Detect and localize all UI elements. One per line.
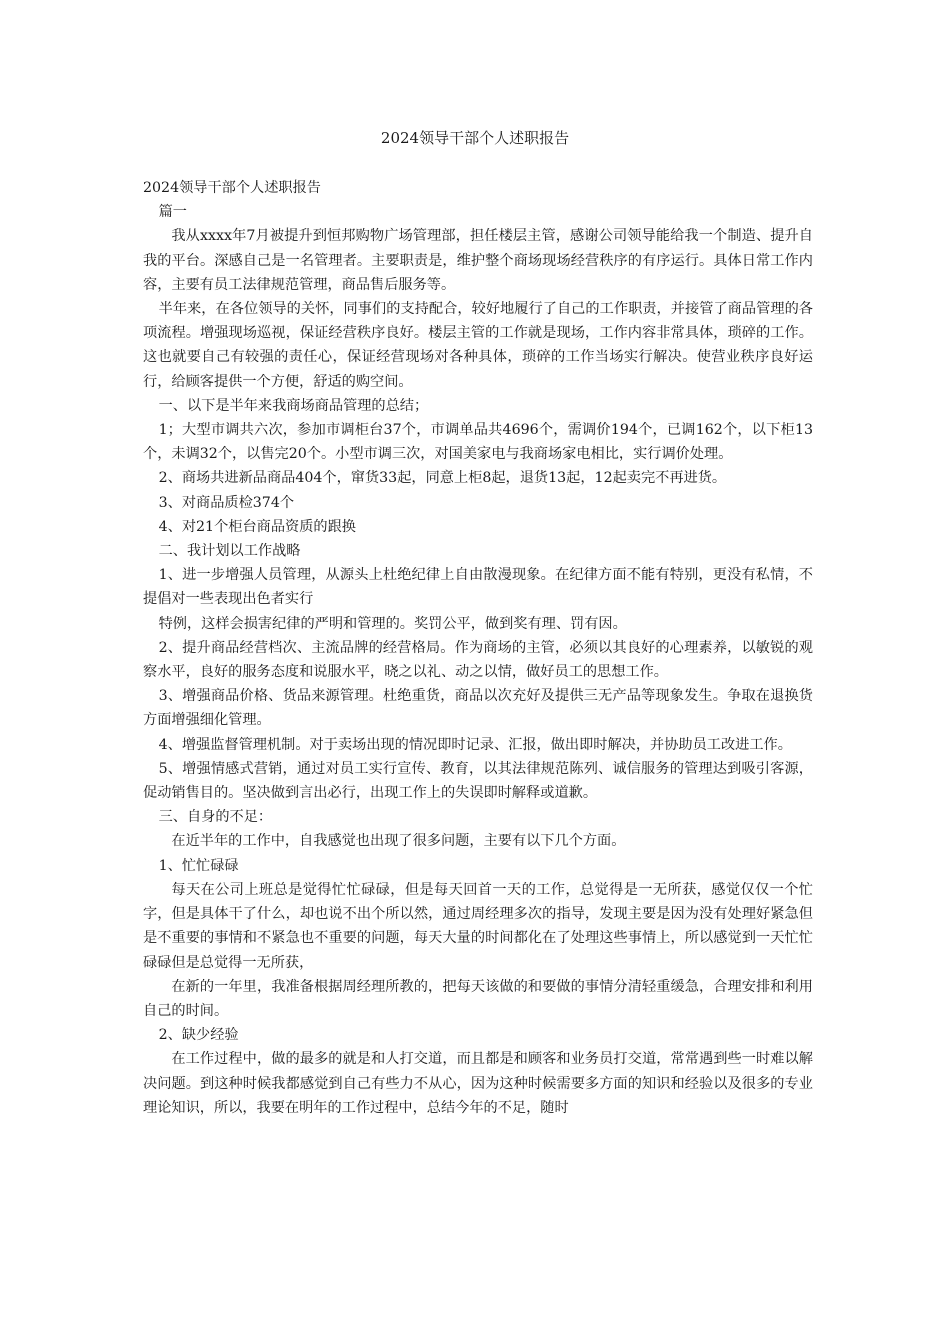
paragraph: 4、增强监督管理机制。对于卖场出现的情况即时记录、汇报，做出即时解决，并协助员工改进工作。 — [158, 736, 792, 753]
paragraph: 在新的一年里，我准备根据周经理所教的，把每天该做的和要做的事情分清轻重缓急，合理安排和利用自己的时间。 — [143, 978, 813, 1019]
paragraph: 2、提升商品经营档次、主流品牌的经营格局。作为商场的主管，必须以其良好的心理素养，以敏锐的观察水平，良好的服务态度和说服水平，晓之以礼、动之以情，做好员工的思想工作。 — [143, 639, 813, 681]
paragraph: 在工作过程中，做的最多的就是和人打交道，而且都是和顾客和业务员打交道，常常遇到些一时难以解决问题。到这种时候我都感觉到自己有些力不从心，因为这种时候需要多方面的知识和经验以及很多的专业理论知识，所以，我要在明年的工作过程中，总结今年的不足，随时 — [143, 1051, 813, 1116]
paragraph: 2024领导干部个人述职报告 — [143, 180, 321, 196]
paragraph: 一、以下是半年来我商场商品管理的总结； — [158, 397, 429, 414]
paragraph: 我从xxxx年7月被提升到恒邦购物广场管理部，担任楼层主管，感谢公司领导能给我一个制造、提升自我的平台。深感自己是一名管理者。主要职责是，维护整个商场现场经营秩序的有序运行。具体日常工作内容，主要有员工法律规范管理，商品售后服务等。 — [143, 228, 813, 293]
paragraph: 三、自身的不足： — [158, 809, 273, 826]
paragraph: 在近半年的工作中，自我感觉也出现了很多问题，主要有以下几个方面。 — [171, 833, 626, 850]
paragraph: 1、忙忙碌碌 — [158, 857, 239, 874]
paragraph: 4、对21个柜台商品资质的跟换 — [158, 518, 356, 535]
document-body — [143, 176, 813, 1120]
paragraph: 5、增强情感式营销，通过对员工实行宣传、教育，以其法律规范陈列、诚信服务的管理达到吸引客源，促动销售目的。坚决做到言出必行，出现工作上的失误即时解释或道歉。 — [143, 760, 813, 802]
paragraph: 特例，这样会损害纪律的严明和管理的。奖罚公平，做到奖有理、罚有因。 — [158, 615, 627, 632]
document-title: 2024领导干部个人述职报告 — [380, 129, 570, 147]
paragraph: 半年来，在各位领导的关怀，同事们的支持配合，较好地履行了自己的工作职责，并接管了商品管理的各项流程。增强现场巡视，保证经营秩序良好。楼层主管的工作就是现场，工作内容非常具体，琐碎的工作。这也就要自己有较强的责任心，保证经营现场对各种具体，琐碎的工作当场实行解决。使营业秩序良好运行，给顾客提供一个方便，舒适的购空间。 — [143, 301, 813, 390]
paragraph: 每天在公司上班总是觉得忙忙碌碌，但是每天回首一天的工作，总觉得是一无所获，感觉仅仅一个忙字，但是具体干了什么，却也说不出个所以然，通过周经理多次的指导，发现主要是因为没有处理好紧急但是不重要的事情和不紧急也不重要的问题，每天大量的时间都化在了处理这些事情上，所以感觉到一天忙忙碌碌但是总觉得一无所获， — [143, 881, 813, 971]
paragraph: 2、商场共进新品商品404个，窜货33起，同意上柜8起，退货13起，12起卖完不再进货。 — [158, 470, 727, 487]
paragraph: 2、缺少经验 — [158, 1027, 239, 1044]
paragraph: 3、对商品质检374个 — [158, 494, 295, 511]
paragraph: 篇一 — [158, 204, 187, 221]
paragraph: 二、我计划以工作战略 — [158, 543, 301, 560]
paragraph: 1；大型市调共六次，参加市调柜台37个，市调单品共4696个，需调价194个，已调162个，以下柜13个，未调32个，以售完20个。小型市调三次，对国美家电与我商场家电相比，实行调价处理。 — [143, 422, 813, 463]
paragraph: 3、增强商品价格、货品来源管理。杜绝重货，商品以次充好及提供三无产品等现象发生。争取在退换货方面增强细化管理。 — [143, 688, 813, 729]
paragraph: 1、进一步增强人员管理，从源头上杜绝纪律上自由散漫现象。在纪律方面不能有特别，更没有私情，不提倡对一些表现出色者实行 — [143, 567, 813, 608]
